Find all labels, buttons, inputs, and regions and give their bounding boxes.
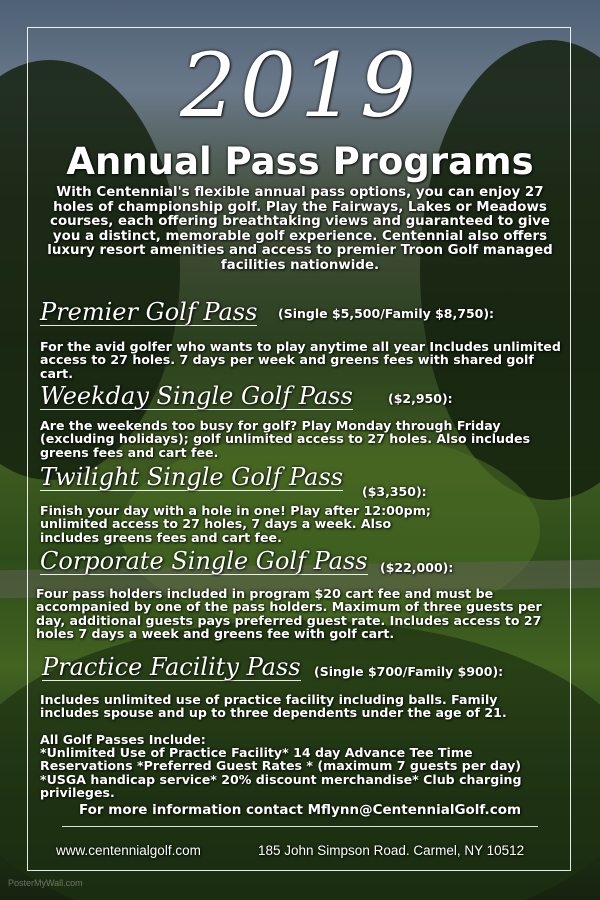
year-heading: 2019 [180,34,420,137]
website-link[interactable]: www.centennialgolf.com [56,843,201,858]
pass-price-corporate: ($22,000): [380,560,454,575]
all-passes-benefits: *Unlimited Use of Practice Facility* 14 day Advance Tee Time Reservations *Preferred Guest Rates * (maximum 7 guests per day) *USGA handicap service* 20% discount merchandise* Club charging privileges. [40,745,522,800]
pass-description-twilight: Finish your day with a hole in one! Play after 12:00pm; unlimited access to 27 holes, 7 days a week. Also includes greens fees and cart fee. [40,503,431,545]
pass-description-premier: For the avid golfer who wants to play anytime all year Includes unlimited access to 27 holes. 7 days per week and greens fees with shared golf cart. [40,339,561,381]
pass-description-corporate: Four pass holders included in program $20 cart fee and must be accompanied by one of the pass holders. Maximum of three guests per day, additional guests pays preferred guest rate. Includes access to 27 holes 7 days a week and greens fee with golf cart. [36,586,542,641]
pass-name-weekday: Weekday Single Golf Pass [40,382,353,410]
pass-name-premier: Premier Golf Pass [40,298,258,326]
pass-price-weekday: ($2,950): [388,391,453,406]
intro-paragraph: With Centennial's flexible annual pass options, you can enjoy 27 holes of championship golf. Play the Fairways, Lakes or Meadows courses, each offering breathtaking views and guaranteed to give you a distinct, memorable golf experience. Centennial also offers luxury resort amenities and access to premier Troon Golf managed facilities nationwide. [47,185,553,273]
contact-line: For more information contact Mflynn@CentennialGolf.com [78,802,522,818]
pass-name-practice: Practice Facility Pass [42,653,301,681]
pass-price-twilight: ($3,350): [362,484,427,499]
address: 185 John Simpson Road. Carmel, NY 10512 [258,843,525,858]
pass-description-practice: Includes unlimited use of practice facility including balls. Family includes spouse and up to three dependents under the age of 21. [40,692,507,721]
all-passes-heading: All Golf Passes Include: [40,732,206,747]
watermark: PosterMyWall.com [8,878,83,888]
pass-description-weekday: Are the weekends too busy for golf? Play Monday through Friday (excluding holidays); golf unlimited access to 27 holes. Also includes greens fees and cart fee. [40,418,531,460]
page-title: Annual Pass Programs [66,140,534,183]
pass-price-premier: (Single $5,500/Family $8,750): [278,306,495,321]
pass-price-practice: (Single $700/Family $900): [314,664,504,679]
pass-name-twilight: Twilight Single Golf Pass [40,463,344,491]
pass-name-corporate: Corporate Single Golf Pass [40,547,368,575]
footer-divider [62,826,538,827]
